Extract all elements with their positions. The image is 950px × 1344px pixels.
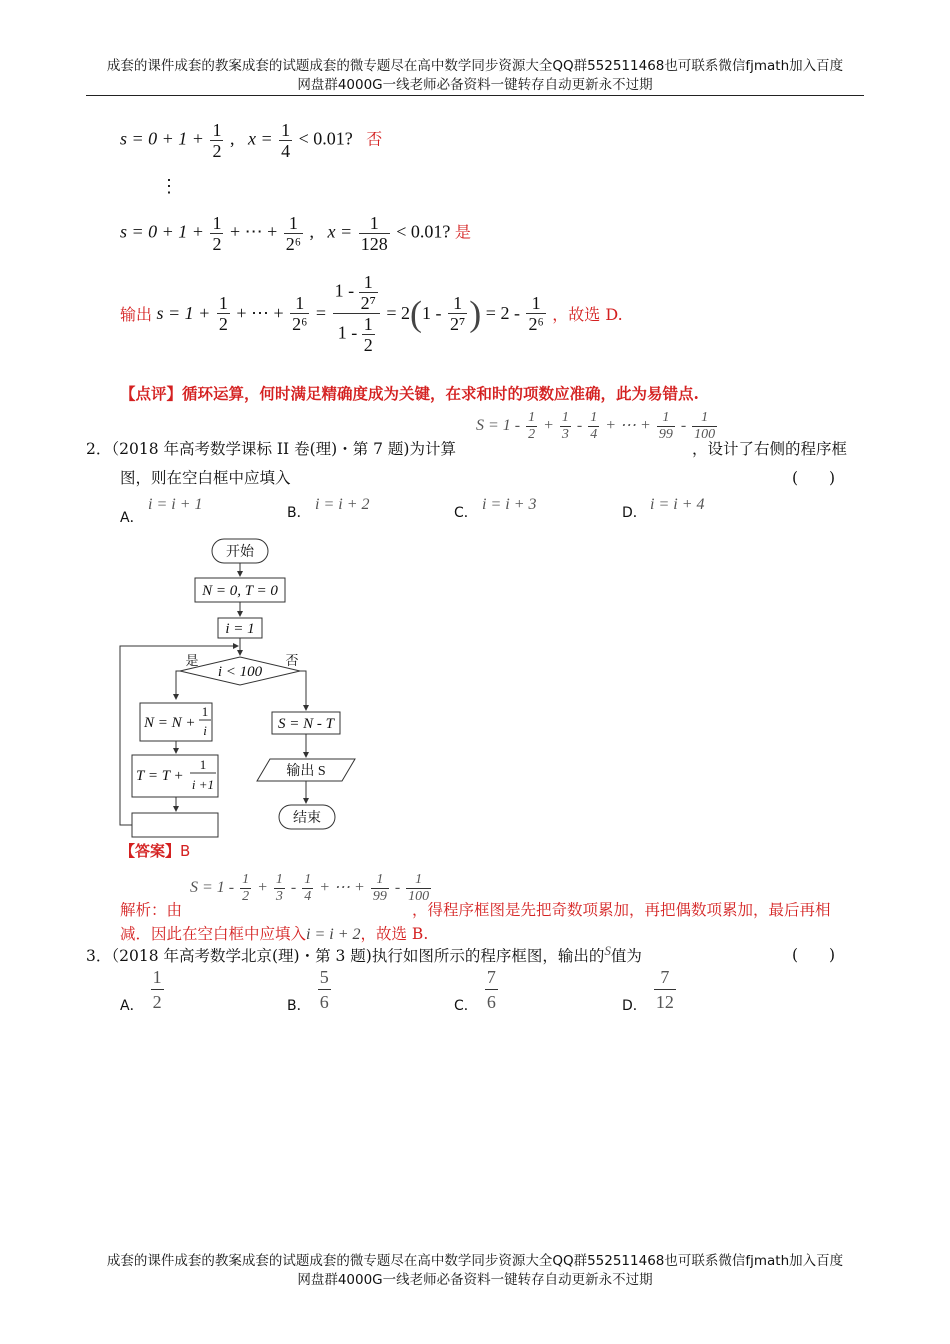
q3-option-c-label: C． xyxy=(454,998,478,1014)
step1-cond: < 0.01? xyxy=(298,128,353,149)
q2-analysis-a: 解析：由 xyxy=(120,901,183,919)
step1-xfrac: $\frac{1}{4}$ xyxy=(281,120,291,161)
q3-stem-text: （2018 年高考数学北京(理)・第 3 题)执行如图所示的程序框图，输出的 xyxy=(111,947,605,966)
q2-analysis-c: 减．因此在空白框中应填入 xyxy=(120,925,307,943)
q3-option-d-frac: $\frac{7}{12}$ xyxy=(655,967,674,1012)
q2-stem-b: ，设计了右侧的程序框 xyxy=(692,440,848,458)
step2-s: s = 0 + 1 + xyxy=(120,221,204,242)
q2-analysis-c-line xyxy=(120,922,428,944)
q3-option-a-frac: $\frac{1}{2}$ xyxy=(152,967,162,1012)
vertical-dots: ⋮ xyxy=(160,176,178,196)
q3-number: 3． xyxy=(86,947,112,966)
flow-stepT-num: 1 xyxy=(199,757,207,772)
output-frac3: $\frac{1}{\text{2⁷}}$ xyxy=(450,293,466,334)
step2-cond: < 0.01? xyxy=(396,221,451,242)
q2-option-a-label: A． xyxy=(120,510,144,526)
q3-stem-var: S xyxy=(604,943,611,958)
q2-option-b-value: i = i + 2 xyxy=(315,496,370,513)
step2-frac2: $\frac{1}{\text{2⁶}}$ xyxy=(285,213,302,254)
step2-xfrac: $\frac{1}{128}$ xyxy=(360,213,388,254)
step1-answer: 否 xyxy=(366,129,383,149)
remark: 【点评】循环运算，何时满足精确度成为关键，在求和时的项数应准确，此为易错点. xyxy=(120,384,699,403)
q2-answer-label: 【答案】 xyxy=(120,842,181,860)
step1-s: s = 0 + 1 + xyxy=(120,128,204,149)
loop-step-1 xyxy=(120,120,382,161)
output-s: s = 1 + xyxy=(156,303,211,323)
header-line-1: 成套的课件成套的教案成套的试题成套的微专题尽在高中数学同步资源大全QQ群552511468也可联系微信fjmath加入百度 xyxy=(106,58,844,74)
q3-option-a[interactable] xyxy=(120,965,166,1015)
q2-flowchart xyxy=(110,535,370,845)
flow-no-label: 否 xyxy=(285,653,299,668)
step2-sep: , xyxy=(309,221,315,242)
q2-analysis-formula: S = 1 - $\frac{1}{2}$ + $\frac{1}{3}$ - $\frac{1}{4}$ + ⋯ + $\frac{1}{99}$ - $\frac{1}{100}$ xyxy=(190,872,430,904)
header-line-2: 网盘群4000G一线老师必备资料一键转存自动更新永不过期 xyxy=(297,77,653,93)
q2-option-d-value: i = i + 4 xyxy=(650,496,705,513)
q2-option-a[interactable] xyxy=(120,507,144,527)
q3-option-b[interactable] xyxy=(287,965,333,1015)
q2-answer-value: B xyxy=(180,842,191,860)
flow-yes-label: 是 xyxy=(185,653,199,668)
q2-paren: ( ) xyxy=(792,469,836,487)
q3-option-d[interactable] xyxy=(622,965,678,1015)
footer-line-1: 成套的课件成套的教案成套的试题成套的微专题尽在高中数学同步资源大全QQ群552511468也可联系微信fjmath加入百度 xyxy=(106,1253,844,1269)
output-frac1: $\frac{1}{2}$ xyxy=(218,293,228,334)
header-rule xyxy=(86,95,864,96)
flow-stepN-num: 1 xyxy=(201,704,209,719)
q3-option-a-label: A． xyxy=(120,998,144,1014)
q3-option-c[interactable] xyxy=(454,965,500,1015)
output-conclusion: ，故选 D. xyxy=(552,305,623,324)
flow-calc-text: S = N - T xyxy=(278,716,334,732)
loop-step-2 xyxy=(120,213,471,254)
step2-frac1: $\frac{1}{2}$ xyxy=(212,213,222,254)
q2-option-c-value: i = i + 3 xyxy=(482,496,537,513)
output-label: 输出 xyxy=(120,305,153,324)
q3-option-d-label: D． xyxy=(622,998,647,1014)
step1-sep: , xyxy=(229,128,235,149)
q2-sum-formula: S = 1 - $\frac{1}{2}$ + $\frac{1}{3}$ - $\frac{1}{4}$ + ⋯ + $\frac{1}{99}$ - $\frac{1}{100}$ xyxy=(476,410,716,442)
q2-stem-line1 xyxy=(86,437,456,459)
flow-end-text: 结束 xyxy=(293,811,321,826)
output-frac4: $\frac{1}{\text{2⁶}}$ xyxy=(528,293,544,334)
q2-option-d-label: D． xyxy=(622,505,647,521)
q2-option-b[interactable] xyxy=(287,502,311,522)
flow-blank-node xyxy=(132,813,218,837)
flow-stepT-den: i +1 xyxy=(191,777,215,792)
q3-stem-end: 值为 xyxy=(610,947,642,966)
step2-x: x = xyxy=(327,221,353,242)
flow-init1-text: N = 0, T = 0 xyxy=(202,583,278,599)
q2-option-d[interactable] xyxy=(622,502,647,522)
flow-stepT-text: T = T + xyxy=(136,768,184,784)
q3-paren: ( ) xyxy=(792,946,836,964)
output-plus: + ⋯ + xyxy=(236,303,284,323)
flow-cond-text: i < 100 xyxy=(217,664,263,680)
q2-stem-c: 图，则在空白框中应填入 xyxy=(120,469,291,487)
flow-init2-text: i = 1 xyxy=(225,621,255,637)
flow-out-text: 输出 S xyxy=(286,764,326,779)
q2-option-c-label: C． xyxy=(454,505,478,521)
q3-option-b-frac: $\frac{5}{6}$ xyxy=(319,967,329,1012)
q2-analysis-d: i = i + 2 xyxy=(306,926,361,943)
q3-option-b-label: B． xyxy=(287,998,311,1014)
step1-x: x = xyxy=(247,128,273,149)
page-footer xyxy=(75,1252,875,1290)
q2-analysis-b: ，得程序框图是先把奇数项累加，再把偶数项累加，最后再相 xyxy=(412,901,831,919)
q2-analysis-e: ，故选 B. xyxy=(360,925,429,943)
footer-line-2: 网盘群4000G一线老师必备资料一键转存自动更新永不过期 xyxy=(297,1272,653,1288)
q2-option-a-value: i = i + 1 xyxy=(148,496,203,513)
q2-number: 2． xyxy=(86,440,112,458)
page-header xyxy=(75,57,875,95)
q2-option-c[interactable] xyxy=(454,502,478,522)
q2-answer xyxy=(120,840,190,861)
step2-mid: + ⋯ + xyxy=(229,221,278,242)
flow-start-text: 开始 xyxy=(226,545,254,560)
q2-stem-a: （2018 年高考数学课标 II 卷(理)・第 7 题)为计算 xyxy=(111,440,456,458)
output-big-frac: 1 - $\frac{1}{\text{2⁷}}$ 1 - $\frac{1}{2}$ xyxy=(333,272,380,355)
q3-stem xyxy=(86,943,642,966)
output-frac2: $\frac{1}{\text{2⁶}}$ xyxy=(292,293,308,334)
flow-stepN-text: N = N + xyxy=(144,715,196,731)
output-formula: 输出 s = 1 + $\frac{1}{2}$ + ⋯ + $\frac{1}{\text{2⁶}}$ = 1 - $\frac{1}{\text{2⁷}}$ 1 - $\frac{1}{2}$ = 2(1 - $\frac{1}{\text{2⁷}}$ ) = 2 - $\frac{1}{\text{2⁶}}$ ，故选 D. xyxy=(120,272,623,355)
q3-option-c-frac: $\frac{7}{6}$ xyxy=(486,967,496,1012)
flow-stepN-den: i xyxy=(203,723,207,738)
step1-frac: $\frac{1}{2}$ xyxy=(212,120,222,161)
q2-option-b-label: B． xyxy=(287,505,311,521)
step2-answer: 是 xyxy=(454,222,471,242)
